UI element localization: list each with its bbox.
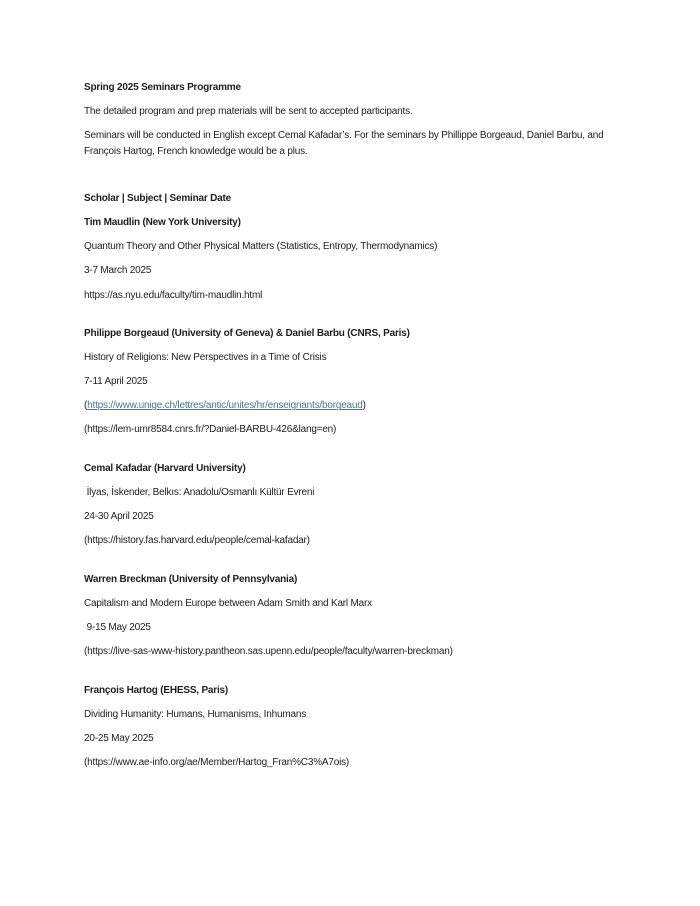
scholar-name: Tim Maudlin (New York University) <box>84 217 241 229</box>
seminar-date: 24-30 April 2025 <box>84 511 154 523</box>
hyperlink-borgeaud[interactable]: https://www.unige.ch/lettres/antic/unites/hr/enseignants/borgeaud <box>87 400 363 412</box>
paren-close: ) <box>362 400 366 412</box>
seminar-date: 3-7 March 2025 <box>84 265 152 277</box>
seminar-date: 7-11 April 2025 <box>84 376 148 388</box>
seminar-url-2: (https://lem-umr8584.cnrs.fr/?Daniel-BARBU-426&lang=en) <box>84 424 337 436</box>
seminar-subject: Capitalism and Modern Europe between Adam Smith and Karl Marx <box>84 597 372 609</box>
document-content <box>84 80 608 793</box>
seminar-url: (https://history.fas.harvard.edu/people/cemal-kafadar) <box>84 535 310 547</box>
intro-paragraph-2: Seminars will be conducted in English except Cemal Kafadar’s. For the seminars by Phillippe Borgeaud, Daniel Barbu, and François Hartog, French knowledge would be a plus. <box>84 130 607 157</box>
scholar-name: Warren Breckman (University of Pennsylvania) <box>84 573 298 585</box>
seminar-url: https://as.nyu.edu/faculty/tim-maudlin.html <box>84 289 263 301</box>
seminar-url: (https://www.ae-info.org/ae/Member/Hartog_Fran%C3%A7ois) <box>84 756 350 768</box>
scholar-name: François Hartog (EHESS, Paris) <box>84 684 229 696</box>
seminar-block-borgeaud-barbu <box>84 326 608 438</box>
seminar-block-francois-hartog <box>84 683 608 771</box>
seminar-subject: Dividing Humanity: Humans, Humanisms, Inhumans <box>84 708 306 720</box>
paren-open: ( <box>84 400 88 412</box>
intro-paragraph-1: The detailed program and prep materials will be sent to accepted participants. <box>84 106 413 118</box>
seminar-subject: Quantum Theory and Other Physical Matters (Statistics, Entropy, Thermodynamics) <box>84 241 438 253</box>
seminar-subject: İlyas, İskender, Belkıs: Anadolu/Osmanlı Kültür Evreni <box>84 487 315 499</box>
seminar-date: 9-15 May 2025 <box>84 621 151 633</box>
seminar-url <box>84 398 608 414</box>
doc-title: Spring 2025 Seminars Programme <box>84 82 241 93</box>
seminar-block-cemal-kafadar <box>84 461 608 549</box>
seminar-block-tim-maudlin <box>84 215 608 303</box>
seminar-subject: History of Religions: New Perspectives in a Time of Crisis <box>84 352 327 364</box>
scholar-name: Philippe Borgeaud (University of Geneva) & Daniel Barbu (CNRS, Paris) <box>84 328 410 340</box>
list-header: Scholar | Subject | Seminar Date <box>84 193 232 205</box>
seminar-block-warren-breckman <box>84 572 608 660</box>
scholar-name: Cemal Kafadar (Harvard University) <box>84 462 246 474</box>
seminar-date: 20-25 May 2025 <box>84 732 154 744</box>
seminar-url: (https://live-sas-www-history.pantheon.sas.upenn.edu/people/faculty/warren-breckman) <box>84 646 453 657</box>
